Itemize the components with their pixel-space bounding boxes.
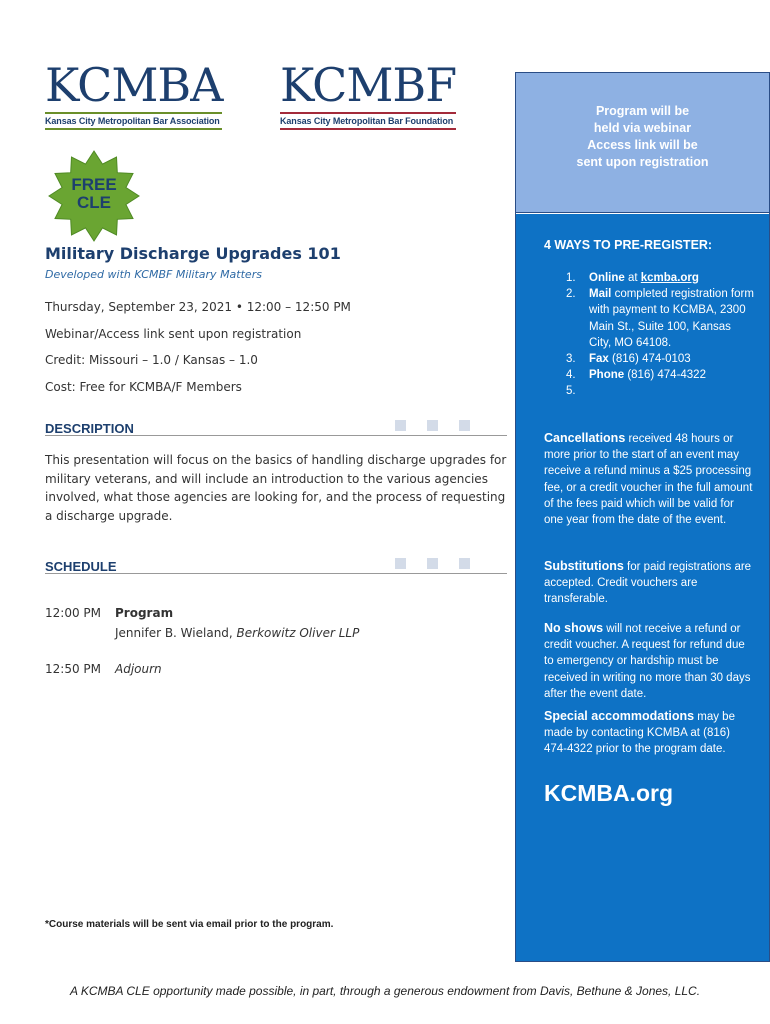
decorative-square-icon — [395, 420, 406, 431]
decorative-square-icon — [459, 558, 470, 569]
kcmbf-logo-subtitle: Kansas City Metropolitan Bar Foundation — [280, 112, 456, 130]
register-item: 4. Phone (816) 474-4322 — [566, 369, 706, 382]
event-credit: Credit: Missouri – 1.0 / Kansas – 1.0 — [45, 353, 258, 367]
kcmba-logo-subtitle: Kansas City Metropolitan Bar Association — [45, 112, 222, 130]
site-link[interactable]: KCMBA.org — [544, 780, 674, 806]
badge-line-2: CLE — [77, 193, 111, 212]
policy-cancellations: Cancellations received 48 hours or more prior to the start of an event may receive a refund minus a $25 processing fee, or a credit voucher in the full amount of the fees paid which will be valid for one year from the date of the event. — [544, 431, 753, 527]
schedule-heading-label: SCHEDULE — [45, 559, 117, 574]
register-list — [544, 270, 754, 400]
decorative-square-icon — [427, 420, 438, 431]
register-item: 1. Online at kcmba.org — [566, 272, 699, 284]
schedule-time: 12:00 PM — [45, 606, 101, 620]
event-cost: Cost: Free for KCMBA/F Members — [45, 380, 242, 394]
speaker-name: Jennifer B. Wieland, — [115, 626, 237, 640]
sidebar — [515, 72, 770, 962]
policy-no-shows: No shows will not receive a refund or credit voucher. A request for refund due to emergency or hardship must be received in writing no more than 30 days after the event date. — [544, 621, 751, 700]
registration-panel — [516, 214, 769, 961]
description-body: This presentation will focus on the basics of handling discharge upgrades for military veterans, and will include an introduction to the various agencies involved, what those agencies are looking for, and the process of requesting a discharge upgrade. — [45, 453, 507, 523]
materials-note: *Course materials will be sent via email prior to the program. — [45, 919, 334, 930]
description-heading — [45, 418, 507, 436]
event-subtitle: Developed with KCMBF Military Matters — [45, 268, 262, 281]
kcmbf-logo-mark: KCMBF — [280, 58, 457, 112]
decorative-square-icon — [459, 420, 470, 431]
kcmba-link[interactable]: kcmba.org — [640, 272, 699, 284]
footer-text: A KCMBA CLE opportunity made possible, in part, through a generous endowment from Davis, Bethune & Jones, LLC. — [69, 984, 701, 998]
badge-line-1: FREE — [71, 175, 117, 194]
policy-special-accommodations: Special accommodations may be made by contacting KCMBA at (816) 474-4322 prior to the program date. — [544, 709, 735, 756]
event-webinar-info: Webinar/Access link sent upon registration — [45, 327, 302, 341]
speaker-org: Berkowitz Oliver LLP — [236, 626, 360, 640]
kcmbf-logo — [280, 58, 457, 130]
register-title: 4 WAYS TO PRE-REGISTER: — [544, 238, 713, 252]
schedule-heading — [45, 556, 507, 574]
webinar-notice: Program will be held via webinar Access link will be sent upon registration — [576, 104, 709, 169]
kcmba-logo — [45, 58, 223, 130]
decorative-square-icon — [395, 558, 406, 569]
register-item: 5. — [566, 385, 576, 398]
decorative-square-icon — [427, 558, 438, 569]
kcmba-logo-mark: KCMBA — [45, 58, 223, 112]
register-item: 2. Mail completed registration form with payment to KCMBA, 2300 Main St., Suite 100, Kansas City, MO 64108. — [566, 288, 754, 349]
register-item: 3. Fax (816) 474-0103 — [566, 353, 691, 366]
schedule-time: 12:50 PM — [45, 662, 101, 676]
schedule-label: Program — [115, 606, 174, 620]
description-heading-label: DESCRIPTION — [45, 421, 134, 436]
event-title: Military Discharge Upgrades 101 — [45, 244, 341, 263]
policy-substitutions: Substitutions for paid registrations are accepted. Credit vouchers are transferable. — [544, 559, 752, 606]
schedule-label: Adjourn — [115, 662, 162, 676]
event-date: Thursday, September 23, 2021 • 12:00 – 12:50 PM — [45, 300, 351, 314]
free-cle-badge — [48, 150, 140, 242]
webinar-notice-box — [516, 73, 769, 213]
